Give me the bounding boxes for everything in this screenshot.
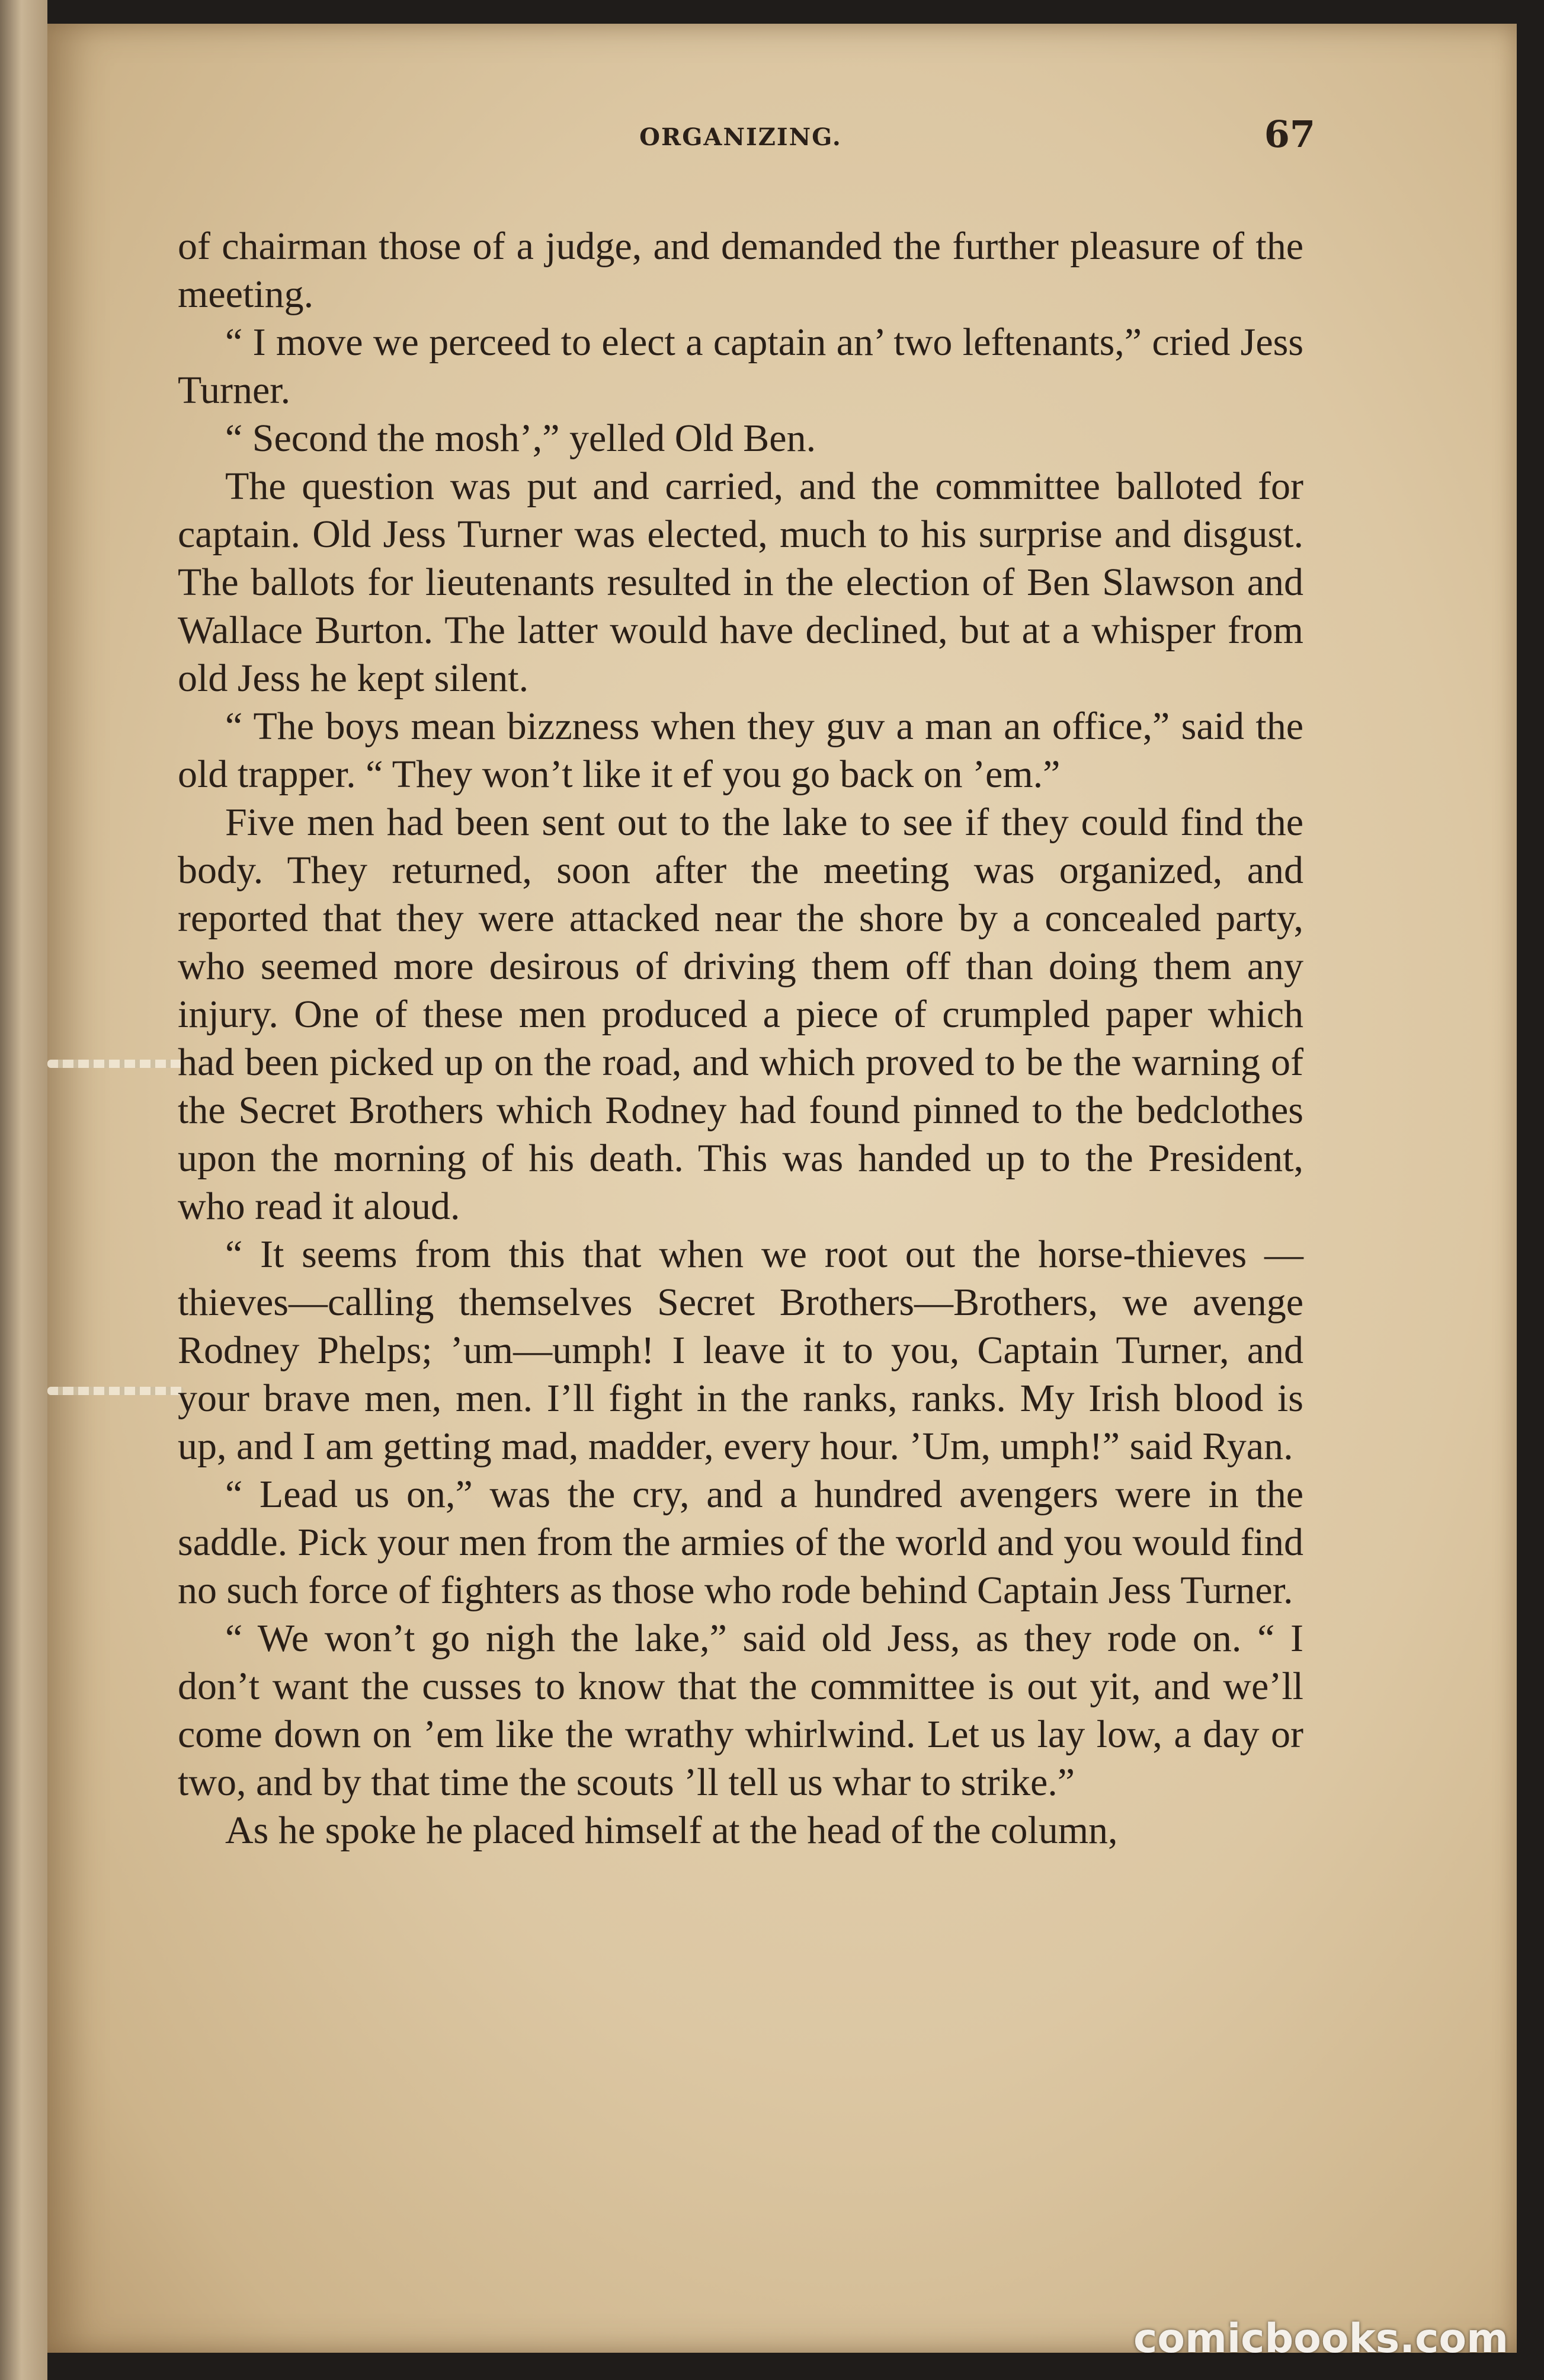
paragraph: The question was put and carried, and the committee balloted for captain. Old Jess Turner was elected, much to his surprise and disgust. The ballots for lieutenants resulted in the election of Ben Slawson and Wallace Burton. The latter would have declined, but at a whisper from old Jess he kept silent. xyxy=(178,465,1303,700)
paragraph: “ Second the mosh’,” yelled Old Ben. xyxy=(225,417,816,460)
paragraph: “ I move we perceed to elect a captain an’ two leftenants,” cried Jess Turner. xyxy=(178,321,1303,412)
running-title: ORGANIZING. xyxy=(639,123,842,151)
paragraph: As he spoke he placed himself at the head of the column, xyxy=(225,1809,1118,1852)
paragraph: “ Lead us on,” was the cry, and a hundred avengers were in the saddle. Pick your men from the armies of the world and you would find no such force of fighters as those who rode behind Captain Jess Turner. xyxy=(178,1473,1303,1612)
watermark: comicbooks.com xyxy=(1133,2315,1508,2362)
paragraph: “ It seems from this that when we root out the horse-thieves —thieves—calling themselves Secret Brothers—Brothers, we avenge Rodney Phelps; ’um—umph! I leave it to you, Captain Turner, and your brave men, men. I’ll fight in the ranks, ranks. My Irish blood is up, and I am getting mad, madder, every hour. ’Um, umph!” said Ryan. xyxy=(178,1233,1303,1468)
body-text xyxy=(178,222,1303,1854)
running-head xyxy=(178,113,1315,160)
paragraph: of chairman those of a judge, and demanded the further pleasure of the meeting. xyxy=(178,225,1303,316)
paragraph: “ We won’t go nigh the lake,” said old Jess, as they rode on. “ I don’t want the cusses to know that the committee is out yit, and we’ll come down on ’em like the wrathy whirlwind. Let us lay low, a day or two, and by that time the scouts ’ll tell us whar to strike.” xyxy=(178,1617,1303,1804)
binding-stitch xyxy=(47,1060,184,1068)
paragraph: Five men had been sent out to the lake to see if they could find the body. They returned, soon after the meeting was organized, and reported that they were attacked near the shore by a concealed party, who seemed more desirous of driving them off than doing them any injury. One of these men produced a piece of crumpled paper which had been picked up on the road, and which proved to be the warning of the Secret Brothers which Rodney had found pinned to the bedclothes upon the morning of his death. This was handed up to the President, who read it aloud. xyxy=(178,801,1303,1228)
page-number: 67 xyxy=(1264,113,1315,156)
paragraph: “ The boys mean bizzness when they guv a man an office,” said the old trapper. “ They won’t like it ef you go back on ’em.” xyxy=(178,705,1303,796)
previous-page-edge xyxy=(0,0,47,2380)
binding-stitch xyxy=(47,1387,184,1395)
